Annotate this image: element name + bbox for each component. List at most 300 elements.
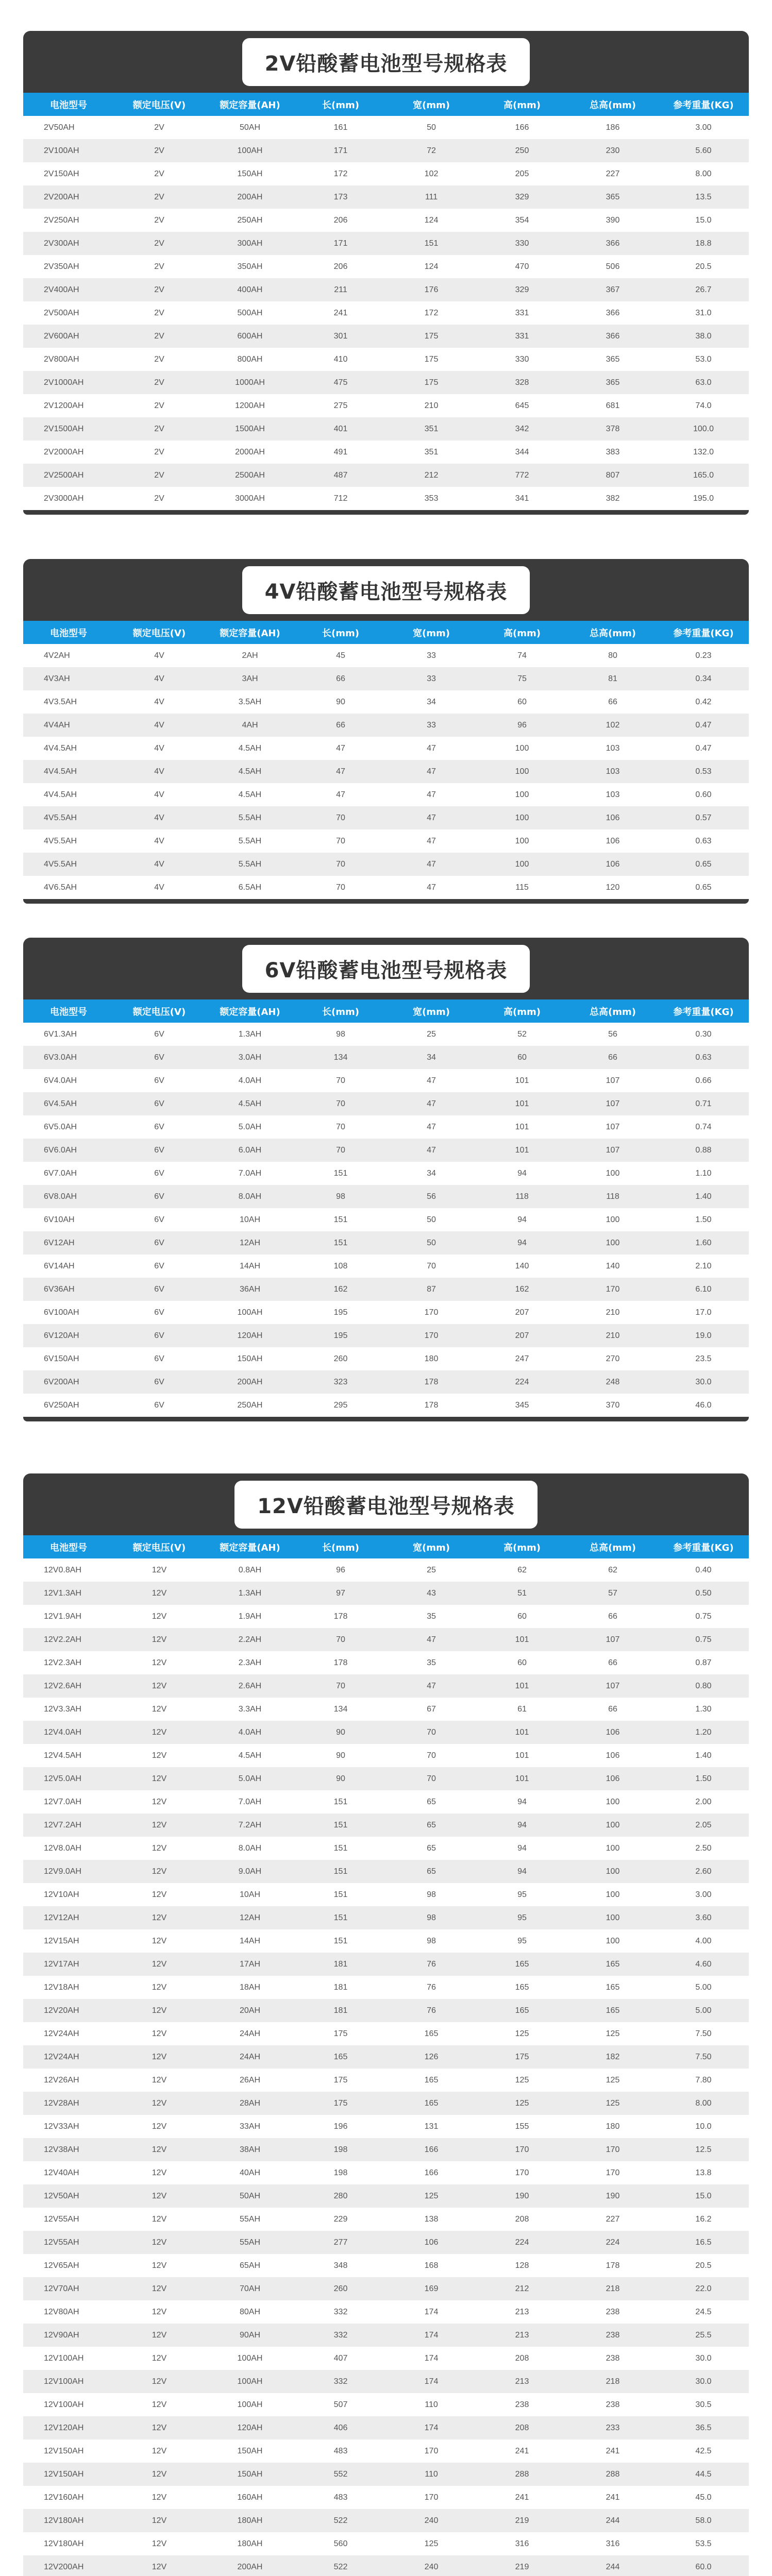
table-cell: 80AH (205, 2300, 295, 2324)
table-cell: 165 (295, 2045, 386, 2069)
column-header: 参考重量(KG) (658, 93, 749, 116)
table-cell: 38.0 (658, 325, 749, 348)
table-cell: 14AH (205, 1255, 295, 1278)
table-cell: 7.50 (658, 2045, 749, 2069)
table-cell: 5.0AH (205, 1767, 295, 1790)
table-cell: 100 (567, 1208, 658, 1231)
table-cell: 170 (477, 2138, 567, 2161)
table-row (23, 1208, 749, 1231)
table-cell: 28AH (205, 2092, 295, 2115)
table-cell: 178 (386, 1394, 477, 1417)
table-cell: 1.3AH (205, 1023, 295, 1046)
table-cell: 182 (567, 2045, 658, 2069)
table-cell: 12V18AH (23, 1976, 114, 1999)
table-cell: 12V (114, 2254, 205, 2277)
table-row (23, 2509, 749, 2532)
table-cell: 100 (567, 1860, 658, 1883)
table-cell: 6V7.0AH (23, 1162, 114, 1185)
table-cell: 174 (386, 2347, 477, 2370)
table-row (23, 2138, 749, 2161)
table-cell: 12V (114, 2439, 205, 2463)
table-cell: 151 (295, 1231, 386, 1255)
table-row (23, 116, 749, 139)
table-cell: 13.8 (658, 2161, 749, 2184)
column-header: 长(mm) (295, 93, 386, 116)
table-cell: 6V (114, 1069, 205, 1092)
table-cell: 165 (567, 1976, 658, 1999)
table-cell: 18AH (205, 1976, 295, 1999)
table-cell: 120AH (205, 2416, 295, 2439)
table-cell: 108 (295, 1255, 386, 1278)
table-cell: 330 (477, 232, 567, 255)
table-row (23, 2069, 749, 2092)
table-row (23, 464, 749, 487)
table-row (23, 139, 749, 162)
table-cell: 76 (386, 1976, 477, 1999)
table-cell: 2V (114, 394, 205, 417)
table-cell: 107 (567, 1674, 658, 1698)
table-cell: 332 (295, 2370, 386, 2393)
table-cell: 47 (386, 829, 477, 853)
table-cell: 100 (567, 1231, 658, 1255)
table-cell: 6V120AH (23, 1324, 114, 1347)
table-cell: 212 (386, 464, 477, 487)
table-header-row (23, 999, 749, 1023)
table-cell: 4V6.5AH (23, 876, 114, 899)
table-cell: 178 (567, 2254, 658, 2277)
table-cell: 0.34 (658, 667, 749, 690)
table-cell: 0.75 (658, 1605, 749, 1628)
spec-section (23, 31, 749, 515)
table-row (23, 2532, 749, 2555)
table-cell: 401 (295, 417, 386, 440)
table-cell: 224 (477, 1370, 567, 1394)
table-cell: 181 (295, 1999, 386, 2022)
table-cell: 12V (114, 2115, 205, 2138)
table-cell: 6V10AH (23, 1208, 114, 1231)
table-cell: 100AH (205, 2347, 295, 2370)
section-header (23, 938, 749, 999)
table-cell: 178 (295, 1651, 386, 1674)
table-cell: 181 (295, 1976, 386, 1999)
table-cell: 8.0AH (205, 1185, 295, 1208)
table-cell: 6V100AH (23, 1301, 114, 1324)
table-cell: 12V100AH (23, 2347, 114, 2370)
table-row (23, 806, 749, 829)
table-cell: 2V3000AH (23, 487, 114, 510)
table-cell: 198 (295, 2161, 386, 2184)
table-cell: 151 (295, 1906, 386, 1929)
table-cell: 38AH (205, 2138, 295, 2161)
table-cell: 367 (567, 278, 658, 301)
table-cell: 103 (567, 783, 658, 806)
table-cell: 60 (477, 1651, 567, 1674)
table-cell: 43 (386, 1582, 477, 1605)
table-row (23, 2416, 749, 2439)
table-cell: 4AH (205, 714, 295, 737)
table-row (23, 1185, 749, 1208)
table-cell: 61 (477, 1698, 567, 1721)
table-cell: 131 (386, 2115, 477, 2138)
table-cell: 165 (477, 1999, 567, 2022)
table-cell: 5.60 (658, 139, 749, 162)
table-cell: 100 (567, 1814, 658, 1837)
column-header: 长(mm) (295, 999, 386, 1023)
table-cell: 4.0AH (205, 1069, 295, 1092)
table-cell: 270 (567, 1347, 658, 1370)
table-cell: 7.50 (658, 2022, 749, 2045)
table-cell: 483 (295, 2486, 386, 2509)
table-cell: 6V14AH (23, 1255, 114, 1278)
table-cell: 170 (386, 1324, 477, 1347)
table-cell: 180 (386, 1347, 477, 1370)
table-cell: 4.5AH (205, 1092, 295, 1115)
table-cell: 2V (114, 325, 205, 348)
table-cell: 4V (114, 737, 205, 760)
table-cell: 178 (295, 1605, 386, 1628)
table-cell: 20.5 (658, 255, 749, 278)
table-cell: 165 (386, 2069, 477, 2092)
table-cell: 12V150AH (23, 2463, 114, 2486)
table-cell: 227 (567, 2208, 658, 2231)
table-row (23, 783, 749, 806)
table-cell: 0.80 (658, 1674, 749, 1698)
table-cell: 1.9AH (205, 1605, 295, 1628)
table-cell: 25 (386, 1023, 477, 1046)
table-cell: 250AH (205, 1394, 295, 1417)
table-cell: 171 (295, 232, 386, 255)
table-cell: 151 (295, 1860, 386, 1883)
table-cell: 12V80AH (23, 2300, 114, 2324)
table-cell: 0.23 (658, 644, 749, 667)
table-cell: 378 (567, 417, 658, 440)
column-header: 总高(mm) (567, 93, 658, 116)
table-cell: 101 (477, 1139, 567, 1162)
table-cell: 0.40 (658, 1558, 749, 1582)
table-cell: 120AH (205, 1324, 295, 1347)
table-cell: 33AH (205, 2115, 295, 2138)
table-cell: 3.3AH (205, 1698, 295, 1721)
table-cell: 17.0 (658, 1301, 749, 1324)
table-cell: 170 (386, 2439, 477, 2463)
table-row (23, 255, 749, 278)
table-cell: 55AH (205, 2208, 295, 2231)
table-cell: 12V (114, 1674, 205, 1698)
table-cell: 51 (477, 1582, 567, 1605)
table-cell: 47 (386, 1139, 477, 1162)
table-cell: 63.0 (658, 371, 749, 394)
spec-section (23, 938, 749, 1421)
table-cell: 522 (295, 2509, 386, 2532)
table-cell: 1.40 (658, 1744, 749, 1767)
table-cell: 175 (295, 2022, 386, 2045)
table-cell: 2V (114, 255, 205, 278)
table-cell: 12V (114, 1929, 205, 1953)
table-cell: 173 (295, 185, 386, 209)
table-cell: 12V33AH (23, 2115, 114, 2138)
table-cell: 132.0 (658, 440, 749, 464)
table-cell: 2V (114, 440, 205, 464)
table-cell: 12V26AH (23, 2069, 114, 2092)
table-cell: 12.5 (658, 2138, 749, 2161)
table-cell: 95 (477, 1906, 567, 1929)
table-cell: 365 (567, 371, 658, 394)
table-cell: 10AH (205, 1883, 295, 1906)
table-cell: 233 (567, 2416, 658, 2439)
table-cell: 12V3.3AH (23, 1698, 114, 1721)
table-cell: 166 (386, 2161, 477, 2184)
table-cell: 2V200AH (23, 185, 114, 209)
table-row (23, 1115, 749, 1139)
table-cell: 12V (114, 1558, 205, 1582)
table-cell: 491 (295, 440, 386, 464)
table-cell: 100 (477, 760, 567, 783)
table-cell: 40AH (205, 2161, 295, 2184)
table-cell: 100AH (205, 2393, 295, 2416)
table-cell: 30.0 (658, 2347, 749, 2370)
table-cell: 4V4.5AH (23, 783, 114, 806)
table-cell: 151 (295, 1883, 386, 1906)
table-cell: 280 (295, 2184, 386, 2208)
table-cell: 12V70AH (23, 2277, 114, 2300)
table-cell: 12V (114, 1605, 205, 1628)
table-cell: 12V1.3AH (23, 1582, 114, 1605)
table-cell: 170 (386, 1301, 477, 1324)
table-cell: 90 (295, 1721, 386, 1744)
table-cell: 7.2AH (205, 1814, 295, 1837)
table-cell: 66 (567, 1605, 658, 1628)
table-row (23, 876, 749, 899)
column-header: 高(mm) (477, 1535, 567, 1558)
table-row (23, 1837, 749, 1860)
table-cell: 6V (114, 1185, 205, 1208)
table-cell: 0.47 (658, 714, 749, 737)
table-cell: 6V (114, 1370, 205, 1394)
table-cell: 6.5AH (205, 876, 295, 899)
table-cell: 330 (477, 348, 567, 371)
table-cell: 4V4AH (23, 714, 114, 737)
table-cell: 500AH (205, 301, 295, 325)
table-cell: 94 (477, 1790, 567, 1814)
table-cell: 712 (295, 487, 386, 510)
table-cell: 12V (114, 1698, 205, 1721)
table-cell: 166 (477, 116, 567, 139)
table-cell: 101 (477, 1767, 567, 1790)
table-cell: 12V17AH (23, 1953, 114, 1976)
table-cell: 354 (477, 209, 567, 232)
table-cell: 2V (114, 162, 205, 185)
section-header (23, 559, 749, 621)
table-cell: 2AH (205, 644, 295, 667)
table-cell: 2V50AH (23, 116, 114, 139)
table-cell: 210 (567, 1301, 658, 1324)
table-cell: 106 (567, 853, 658, 876)
table-cell: 175 (386, 325, 477, 348)
table-cell: 60.0 (658, 2555, 749, 2576)
table-cell: 103 (567, 737, 658, 760)
table-cell: 341 (477, 487, 567, 510)
table-cell: 101 (477, 1674, 567, 1698)
table-cell: 72 (386, 139, 477, 162)
spec-section (23, 559, 749, 904)
table-cell: 25.5 (658, 2324, 749, 2347)
table-cell: 70 (295, 853, 386, 876)
section-title: 6V铅酸蓄电池型号规格表 (242, 945, 530, 993)
table-cell: 0.50 (658, 1582, 749, 1605)
table-cell: 12V4.0AH (23, 1721, 114, 1744)
table-row (23, 1999, 749, 2022)
table-cell: 12V (114, 1814, 205, 1837)
table-cell: 47 (386, 1115, 477, 1139)
table-cell: 365 (567, 348, 658, 371)
table-cell: 208 (477, 2416, 567, 2439)
table-cell: 98 (295, 1185, 386, 1208)
table-cell: 5.0AH (205, 1115, 295, 1139)
table-cell: 316 (477, 2532, 567, 2555)
table-cell: 332 (295, 2324, 386, 2347)
table-cell: 57 (567, 1582, 658, 1605)
table-cell: 12V1.9AH (23, 1605, 114, 1628)
table-cell: 366 (567, 301, 658, 325)
table-cell: 2V (114, 487, 205, 510)
table-cell: 300AH (205, 232, 295, 255)
table-cell: 681 (567, 394, 658, 417)
table-cell: 12V20AH (23, 1999, 114, 2022)
table-cell: 0.8AH (205, 1558, 295, 1582)
table-cell: 98 (386, 1906, 477, 1929)
table-cell: 4V (114, 690, 205, 714)
table-cell: 15.0 (658, 209, 749, 232)
table-cell: 190 (477, 2184, 567, 2208)
table-cell: 12V (114, 1790, 205, 1814)
table-cell: 8.00 (658, 2092, 749, 2115)
table-cell: 12V24AH (23, 2022, 114, 2045)
table-cell: 12V (114, 1953, 205, 1976)
table-cell: 390 (567, 209, 658, 232)
table-cell: 2V (114, 232, 205, 255)
table-cell: 34 (386, 1046, 477, 1069)
table-cell: 2.6AH (205, 1674, 295, 1698)
table-cell: 47 (386, 760, 477, 783)
table-cell: 12V (114, 2324, 205, 2347)
table-cell: 12V (114, 2231, 205, 2254)
table-cell: 47 (295, 760, 386, 783)
table-cell: 12V7.0AH (23, 1790, 114, 1814)
table-cell: 94 (477, 1162, 567, 1185)
table-cell: 2V (114, 185, 205, 209)
table-cell: 12V120AH (23, 2416, 114, 2439)
table-cell: 12V (114, 1721, 205, 1744)
table-header-row (23, 621, 749, 644)
table-cell: 2V1500AH (23, 417, 114, 440)
table-cell: 0.63 (658, 829, 749, 853)
table-cell: 12V38AH (23, 2138, 114, 2161)
table-cell: 20.5 (658, 2254, 749, 2277)
table-cell: 174 (386, 2370, 477, 2393)
table-cell: 4V (114, 829, 205, 853)
table-cell: 800AH (205, 348, 295, 371)
table-cell: 6V5.0AH (23, 1115, 114, 1139)
table-cell: 1.30 (658, 1698, 749, 1721)
table-cell: 406 (295, 2416, 386, 2439)
table-cell: 33 (386, 714, 477, 737)
table-cell: 17AH (205, 1953, 295, 1976)
table-cell: 206 (295, 209, 386, 232)
table-cell: 97 (295, 1582, 386, 1605)
table-cell: 56 (386, 1185, 477, 1208)
column-header: 额定电压(V) (114, 621, 205, 644)
table-cell: 66 (567, 1046, 658, 1069)
table-row (23, 2231, 749, 2254)
table-cell: 70 (295, 829, 386, 853)
table-cell: 224 (567, 2231, 658, 2254)
table-cell: 1.60 (658, 1231, 749, 1255)
column-header: 长(mm) (295, 1535, 386, 1558)
table-cell: 4V2AH (23, 644, 114, 667)
table-cell: 207 (477, 1324, 567, 1347)
table-cell: 175 (295, 2092, 386, 2115)
table-cell: 6V12AH (23, 1231, 114, 1255)
table-cell: 180AH (205, 2509, 295, 2532)
table-cell: 180 (567, 2115, 658, 2138)
table-cell: 12V2.6AH (23, 1674, 114, 1698)
table-cell: 10AH (205, 1208, 295, 1231)
table-cell: 151 (295, 1837, 386, 1860)
table-cell: 12V (114, 2532, 205, 2555)
table-cell: 35 (386, 1605, 477, 1628)
table-cell: 4.5AH (205, 737, 295, 760)
table-row (23, 2115, 749, 2138)
table-row (23, 1767, 749, 1790)
table-row (23, 2277, 749, 2300)
table-cell: 87 (386, 1278, 477, 1301)
table-cell: 12V28AH (23, 2092, 114, 2115)
table-cell: 65AH (205, 2254, 295, 2277)
table-row (23, 2300, 749, 2324)
table-cell: 20AH (205, 1999, 295, 2022)
column-header: 宽(mm) (386, 621, 477, 644)
table-cell: 18.8 (658, 232, 749, 255)
table-cell: 24AH (205, 2045, 295, 2069)
table-cell: 125 (386, 2184, 477, 2208)
table-cell: 332 (295, 2300, 386, 2324)
table-cell: 560 (295, 2532, 386, 2555)
table-cell: 12V150AH (23, 2439, 114, 2463)
table-cell: 4V (114, 667, 205, 690)
table-cell: 6.10 (658, 1278, 749, 1301)
column-header: 高(mm) (477, 93, 567, 116)
table-cell: 772 (477, 464, 567, 487)
table-row (23, 1744, 749, 1767)
table-cell: 118 (567, 1185, 658, 1208)
table-cell: 12V (114, 2300, 205, 2324)
table-cell: 344 (477, 440, 567, 464)
column-header: 参考重量(KG) (658, 621, 749, 644)
table-row (23, 1139, 749, 1162)
table-cell: 1.50 (658, 1208, 749, 1231)
table-cell: 30.0 (658, 1370, 749, 1394)
column-header: 总高(mm) (567, 621, 658, 644)
table-cell: 151 (295, 1790, 386, 1814)
table-cell: 0.87 (658, 1651, 749, 1674)
table-cell: 645 (477, 394, 567, 417)
table-cell: 172 (386, 301, 477, 325)
table-cell: 12V (114, 2161, 205, 2184)
table-row (23, 1255, 749, 1278)
table-cell: 74.0 (658, 394, 749, 417)
table-cell: 12V (114, 1999, 205, 2022)
table-header-row (23, 1535, 749, 1558)
